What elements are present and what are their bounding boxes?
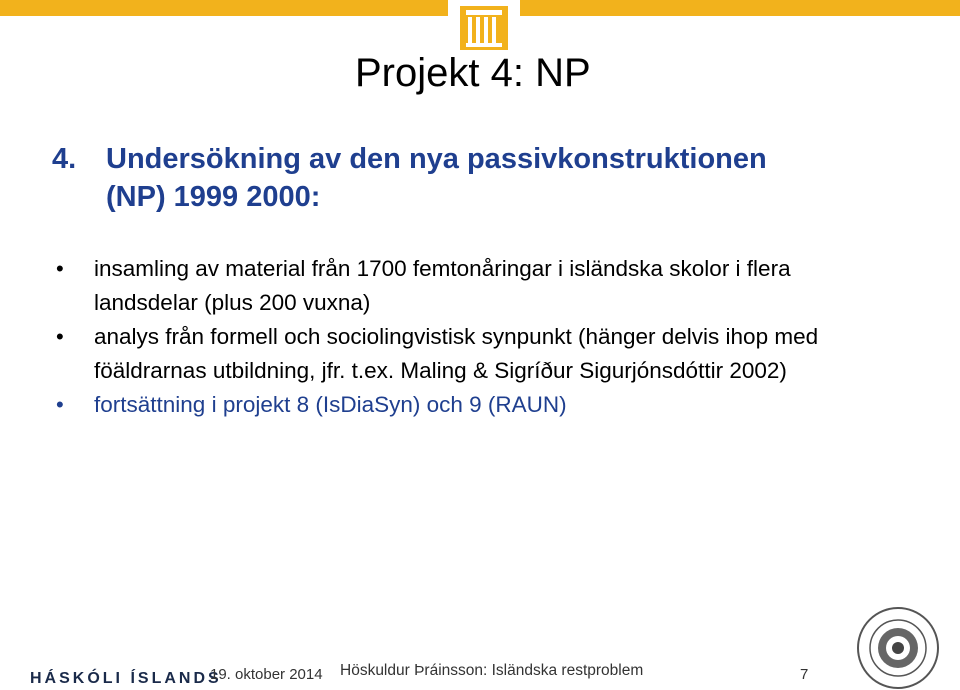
- bullet-text: fortsättning i projekt 8 (IsDiaSyn) och 9 (RAUN): [94, 392, 567, 417]
- university-seal-icon: [856, 606, 940, 690]
- bullet-item: [52, 320, 872, 388]
- bullet-dot-icon: •: [56, 324, 64, 349]
- slide-title: Projekt 4: NP: [355, 51, 591, 95]
- section-heading: [52, 140, 912, 216]
- bullet-text: analys från formell och sociolingvistisk synpunkt (hänger delvis ihop med föäldrarnas utbildning, jfr. t.ex. Maling & Sigríður Sigurjónsdóttir 2002): [94, 324, 819, 383]
- heading-line-1: Undersökning av den nya passivkonstruktionen: [106, 143, 767, 175]
- page-number: 7: [800, 666, 809, 683]
- heading-number: 4.: [52, 143, 77, 175]
- bullet-dot-icon: •: [56, 392, 64, 417]
- university-wordmark: HÁSKÓLI ÍSLANDS: [30, 670, 222, 687]
- footer-date: 19. oktober 2014: [210, 666, 323, 683]
- footer-author: Höskuldur Þráinsson: Isländska restproblem: [340, 662, 644, 679]
- bullet-text: insamling av material från 1700 femtonåringar i isländska skolor i flera landsdelar (plus 200 vuxna): [94, 256, 791, 315]
- bullet-item: [52, 388, 872, 422]
- bullet-item: [52, 252, 872, 320]
- bullet-dot-icon: •: [56, 256, 64, 281]
- bullet-list: [52, 252, 872, 422]
- heading-line-2: (NP) 1999 2000:: [106, 181, 321, 213]
